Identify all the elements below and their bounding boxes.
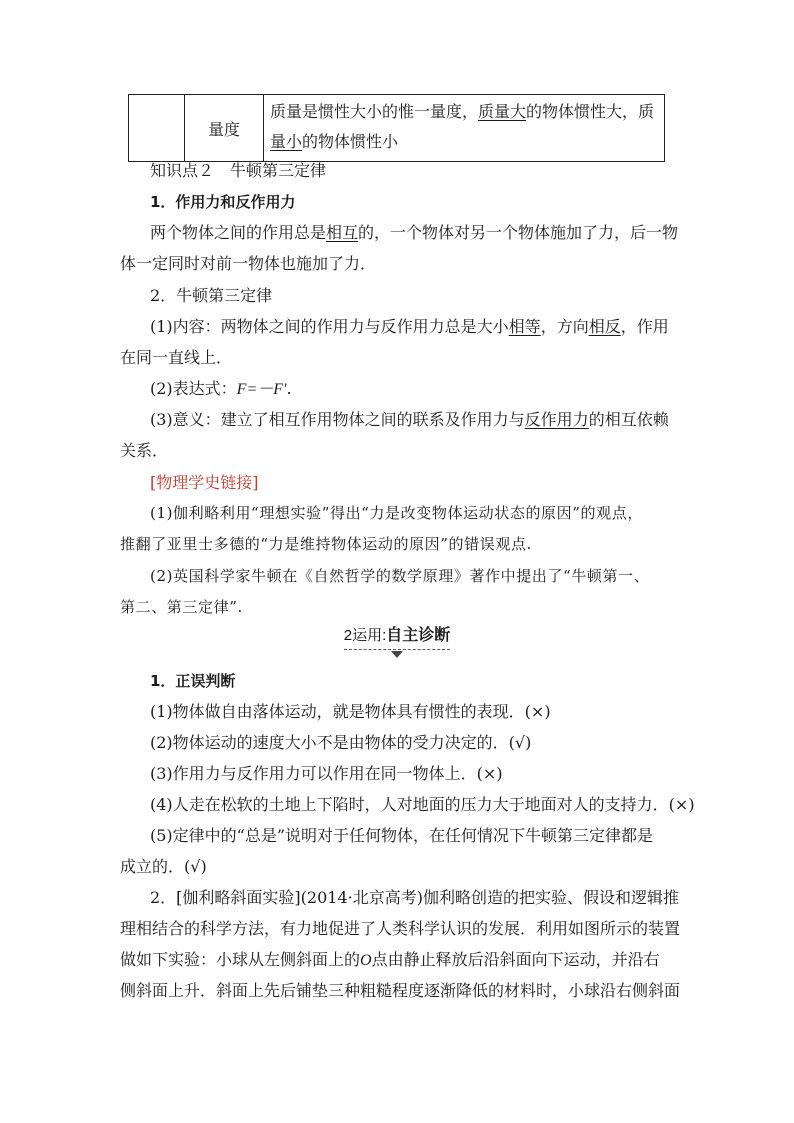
definition-table	[128, 94, 665, 162]
underlined-answer: 相互	[326, 223, 359, 242]
section-title: 自主诊断	[386, 625, 451, 644]
question-line: 理相结合的科学方法，有力地促进了人类科学认识的发展．利用如图所示的装置	[120, 919, 681, 938]
section-number: 2运用:	[343, 627, 387, 644]
question-line: 做如下实验：小球从左侧斜面上的O点由静止释放后沿斜面向下运动，并沿右	[120, 950, 660, 969]
history-line: (2)英国科学家牛顿在《自然哲学的数学原理》著作中提出了“牛顿第一、	[150, 567, 650, 585]
paragraph-line: 关系．	[120, 441, 169, 460]
paragraph-line: (2)表达式：F=－F′.	[150, 379, 292, 398]
underlined-answer: 量小	[270, 132, 303, 151]
judge-item: 成立的．(√)	[120, 857, 207, 876]
table-row	[129, 95, 665, 162]
knowledge-point-label: 知识点２ 牛顿第三定律	[150, 161, 327, 180]
paragraph-line: (3)意义：建立了相互作用物体之间的联系及作用力与反作用力的相互依赖	[150, 410, 669, 429]
paragraph-line: 体一定同时对前一物体也施加了力．	[120, 254, 377, 273]
judge-item: (3)作用力与反作用力可以作用在同一物体上．(×)	[150, 764, 503, 783]
paragraph-line: (1)内容：两物体之间的作用力与反作用力总是大小相等，方向相反，作用	[150, 317, 669, 336]
history-link-label: [物理学史链接]	[150, 473, 259, 492]
judge-item: (5)定律中的“总是”说明对于任何物体，在任何情况下牛顿第三定律都是	[150, 826, 654, 845]
underlined-answer: 相等	[508, 317, 541, 336]
judge-item: (1)物体做自由落体运动，就是物体具有惯性的表现．(×)	[150, 702, 551, 721]
section-heading: 2．牛顿第三定律	[150, 286, 273, 305]
underlined-answer: 反作用力	[524, 410, 589, 429]
paragraph-line: 两个物体之间的作用总是相互的，一个物体对另一个物体施加了力，后一物	[150, 223, 679, 242]
table-cell-definition: 质量是惯性大小的惟一量度，质量大的物体惯性大，质 量小的物体惯性小	[264, 95, 665, 162]
triangle-down-icon	[391, 651, 403, 658]
paragraph-line: 在同一直线上．	[120, 348, 233, 367]
table-cell-empty	[129, 95, 185, 162]
history-line: 第二、第三定律”.	[120, 598, 243, 616]
section-banner	[0, 622, 794, 656]
judge-item: (4)人走在松软的土地上下陷时，人对地面的压力大于地面对人的支持力．(×)	[150, 795, 695, 814]
question-line: 2．[伽利略斜面实验](2014·北京高考)伽利略创造的把实验、假设和逻辑推	[150, 888, 679, 907]
question-line: 侧斜面上升．斜面上先后铺垫三种粗糙程度逐渐降低的材料时，小球沿右侧斜面	[120, 981, 681, 1000]
formula: F=－F′	[236, 381, 287, 398]
history-line: 推翻了亚里士多德的“力是维持物体运动的原因”的错误观点.	[120, 535, 532, 553]
section-heading: 1．正误判断	[150, 672, 236, 690]
section-heading: 1．作用力和反作用力	[150, 193, 296, 211]
point-label: O	[360, 952, 372, 969]
underlined-answer: 相反	[588, 317, 621, 336]
table-cell-term: 量度	[185, 95, 264, 162]
judge-item: (2)物体运动的速度大小不是由物体的受力决定的．(√)	[150, 733, 532, 752]
history-line: (1)伽利略利用“理想实验”得出“力是改变物体运动状态的原因”的观点，	[150, 504, 643, 522]
underlined-answer: 质量大	[478, 102, 527, 121]
